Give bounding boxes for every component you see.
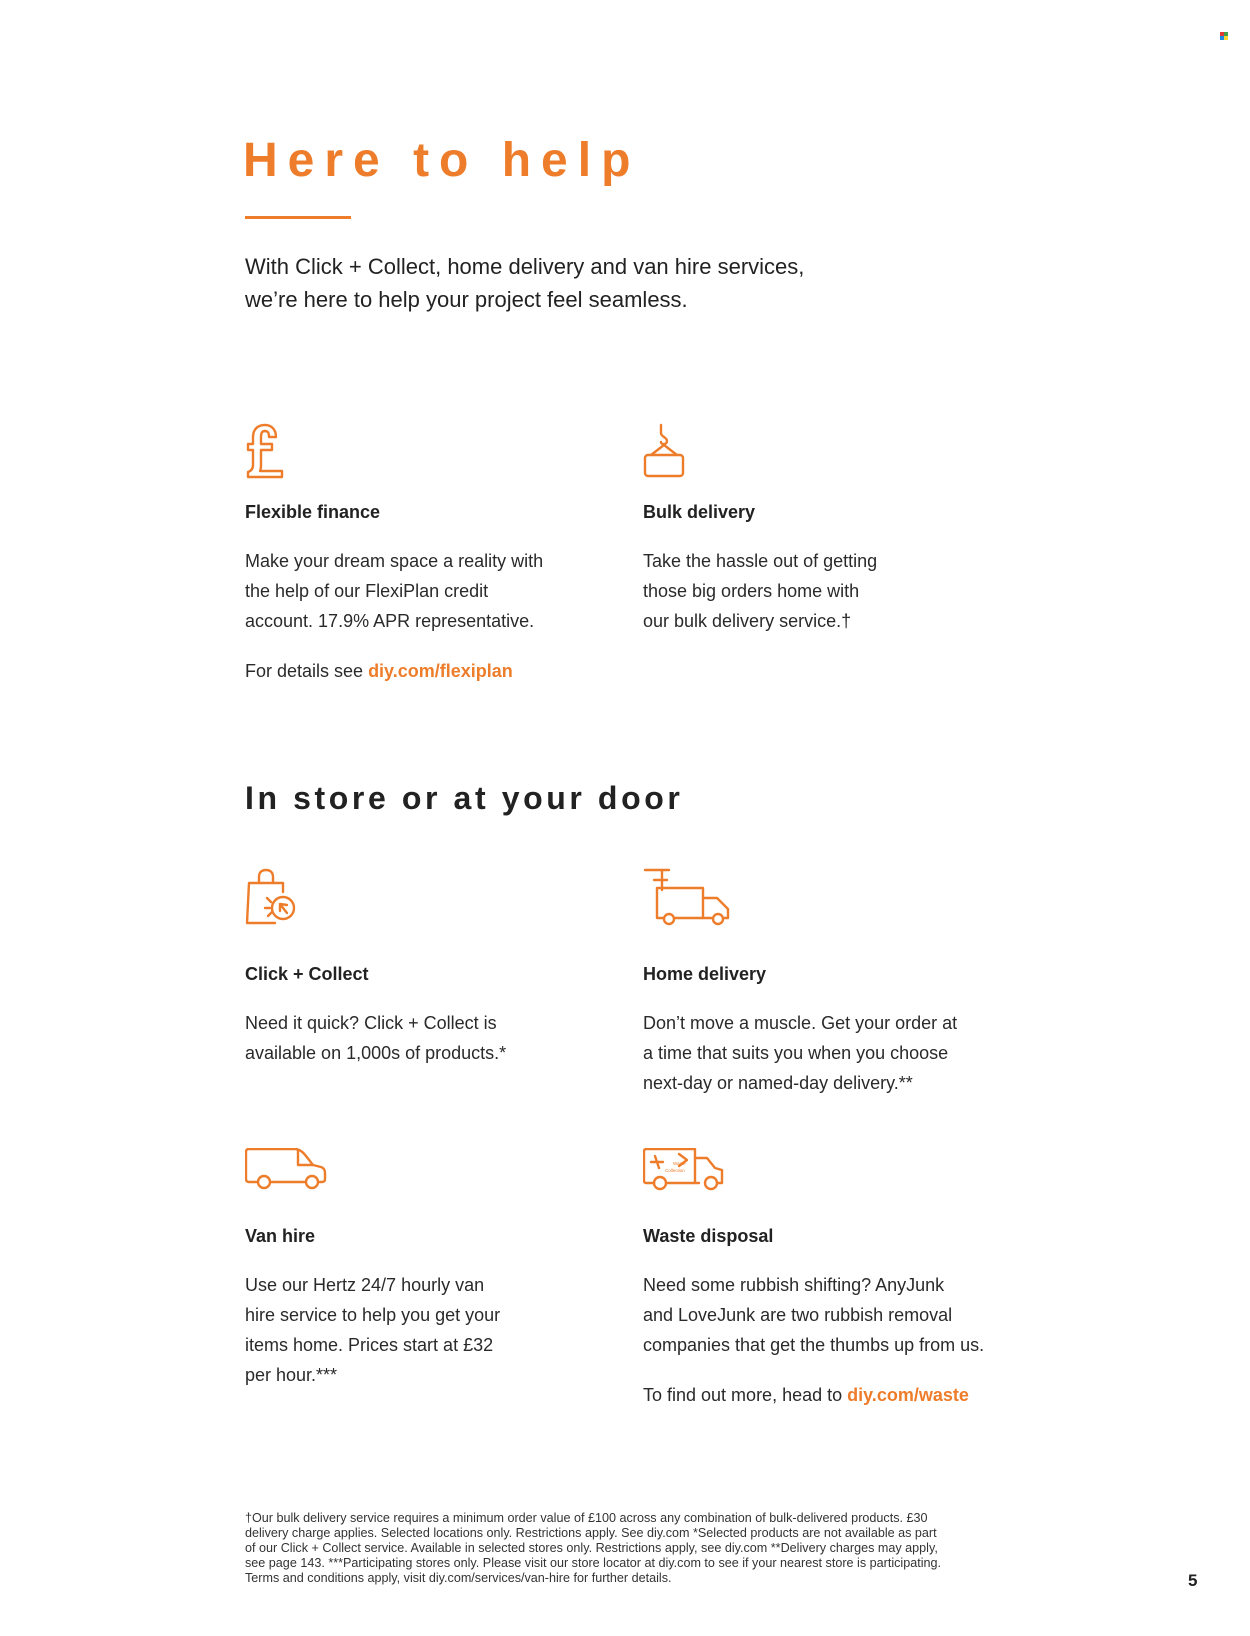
footnote-line: †Our bulk delivery service requires a minimum order value of £100 across any combination of bulk-delivered products. £30 (245, 1511, 928, 1525)
waste-link[interactable]: diy.com/waste (847, 1385, 969, 1405)
description-line: the help of our FlexiPlan credit (245, 581, 489, 601)
icon-label-collection: Collection (665, 1168, 685, 1173)
feature-title: Waste disposal (643, 1226, 774, 1246)
footnote-line: Terms and conditions apply, visit diy.com/services/van-hire for further details. (245, 1571, 672, 1585)
description-line: hire service to help you get your (245, 1305, 501, 1325)
waste-collection-truck-icon (643, 1148, 725, 1192)
footnote-line: delivery charge applies. Selected locations only. Restrictions apply. See diy.com *Selected products are not available as part (245, 1526, 937, 1540)
feature-description (245, 1270, 500, 1390)
description-line: next-day or named-day delivery.** (643, 1073, 913, 1093)
feature-description (643, 546, 877, 636)
description-line: Take the hassle out of getting (643, 551, 878, 571)
description-line: Use our Hertz 24/7 hourly van (245, 1275, 485, 1295)
description-line: our bulk delivery service.† (643, 611, 852, 631)
link-prefix: To find out more, head to (643, 1385, 848, 1405)
feature-title: Bulk delivery (643, 502, 756, 522)
feature-description (245, 1008, 506, 1068)
feature-link-line (643, 1385, 969, 1406)
flexiplan-link[interactable]: diy.com/flexiplan (368, 661, 513, 681)
page-title: Here to help (243, 134, 641, 187)
intro-line: we’re here to help your project feel seamless. (245, 287, 688, 312)
intro-line: With Click + Collect, home delivery and van hire services, (245, 254, 805, 279)
footnote-line: of our Click + Collect service. Available in selected stores only. Restrictions apply, see diy.com **Delivery charges may apply, (245, 1541, 938, 1555)
description-line: account. 17.9% APR representative. (245, 611, 535, 631)
feature-flexible-finance (245, 423, 625, 688)
link-prefix: For details see (245, 661, 369, 681)
feature-description (643, 1270, 984, 1360)
feature-title: Van hire (245, 1226, 316, 1246)
feature-title: Home delivery (643, 964, 767, 984)
description-line: and LoveJunk are two rubbish removal (643, 1305, 953, 1325)
description-line: per hour.*** (245, 1365, 338, 1385)
printer-registration-marks (1220, 32, 1228, 40)
description-line: Need some rubbish shifting? AnyJunk (643, 1275, 945, 1295)
footnote (245, 1511, 1065, 1586)
icon-label-waste: Waste (673, 1161, 686, 1166)
crane-load-icon (643, 423, 687, 479)
delivery-truck-icon (643, 868, 733, 926)
page-number: 5 (1188, 1571, 1198, 1590)
feature-home-delivery (643, 868, 1023, 1098)
feature-title: Click + Collect (245, 964, 369, 984)
feature-bulk-delivery (643, 423, 1023, 643)
description-line: Need it quick? Click + Collect is (245, 1013, 497, 1033)
intro-text (245, 250, 965, 316)
feature-van-hire (245, 1148, 625, 1385)
description-line: Don’t move a muscle. Get your order at (643, 1013, 958, 1033)
description-line: Make your dream space a reality with (245, 551, 544, 571)
description-line: a time that suits you when you choose (643, 1043, 949, 1063)
description-line: companies that get the thumbs up from us. (643, 1335, 985, 1355)
shopping-bag-click-icon (245, 868, 299, 926)
feature-click-collect (245, 868, 625, 1068)
feature-description (643, 1008, 957, 1098)
description-line: available on 1,000s of products.* (245, 1043, 507, 1063)
title-underline (245, 216, 351, 219)
feature-waste-disposal (643, 1148, 1063, 1408)
description-line: those big orders home with (643, 581, 860, 601)
van-icon (245, 1148, 327, 1190)
feature-link-line (245, 661, 513, 682)
feature-title: Flexible finance (245, 502, 381, 522)
section-title: In store or at your door (245, 780, 684, 816)
feature-description (245, 546, 543, 636)
pound-sign-icon (245, 423, 285, 479)
description-line: items home. Prices start at £32 (245, 1335, 494, 1355)
footnote-line: see page 143. ***Participating stores only. Please visit our store locator at diy.com to see if your nearest store is participating. (245, 1556, 942, 1570)
